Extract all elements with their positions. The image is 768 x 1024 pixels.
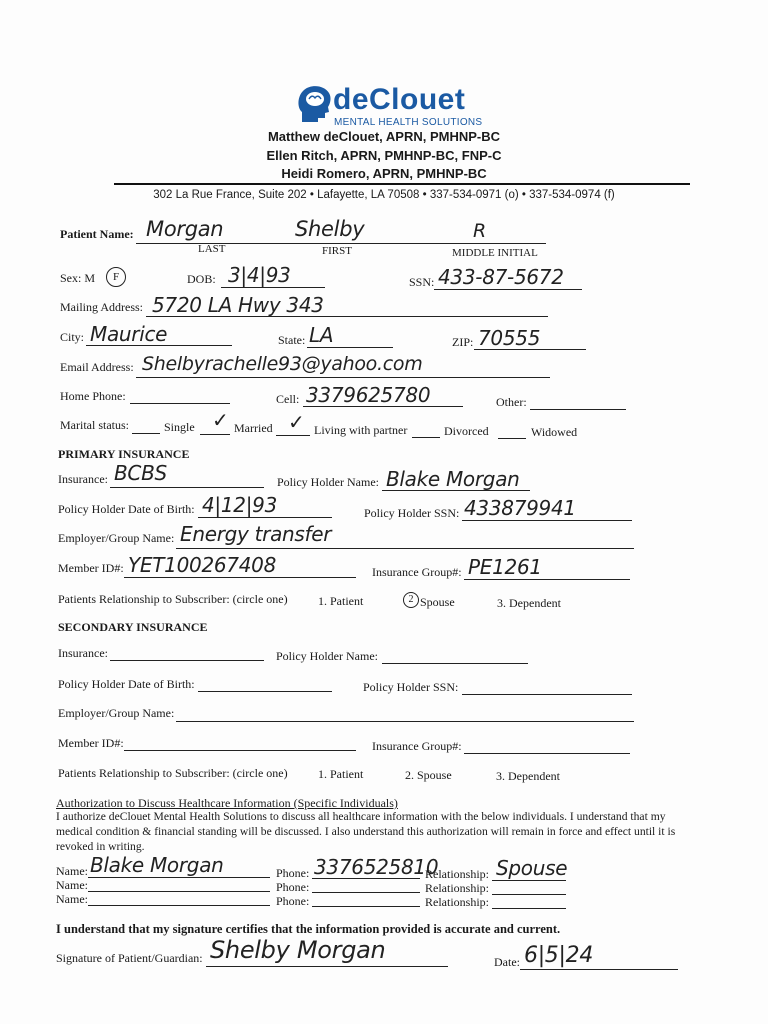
head-brain-icon [296, 84, 334, 124]
first-label: FIRST [322, 245, 352, 257]
logo-name: deClouet [333, 83, 466, 116]
contact-1-relationship[interactable]: Spouse [496, 856, 568, 880]
contact-1-name-label: Name: [56, 864, 88, 878]
contact-3-name-label: Name: [56, 892, 88, 906]
living-with-partner-label: Living with partner [314, 423, 408, 437]
primary-insurance-heading: PRIMARY INSURANCE [58, 447, 190, 461]
primary-group[interactable]: PE1261 [468, 555, 542, 579]
state-label: State: [278, 333, 306, 347]
married-check[interactable]: ✓ [212, 408, 229, 432]
practice-address: 302 La Rue France, Suite 202 • Lafayette, LA 70508 • 337-534-0971 (o) • 337-534-0974 (f) [153, 189, 615, 201]
secondary-rel-patient[interactable]: 1. Patient [318, 767, 364, 781]
contact-1-phone[interactable]: 3376525810 [314, 855, 439, 879]
header-divider [114, 183, 690, 185]
primary-rel-spouse[interactable]: Spouse [420, 595, 455, 609]
living-with-partner-check[interactable]: ✓ [288, 410, 305, 434]
contact-1-name[interactable]: Blake Morgan [90, 853, 224, 877]
contact-2-name-label: Name: [56, 878, 88, 892]
single-label: Single [164, 420, 195, 434]
primary-holder-ssn[interactable]: 433879941 [464, 496, 576, 520]
signature-date[interactable]: 6|5|24 [524, 943, 594, 968]
primary-rel-dependent[interactable]: 3. Dependent [497, 596, 561, 610]
primary-member-id[interactable]: YET100267408 [128, 553, 276, 577]
state[interactable]: LA [309, 323, 334, 347]
primary-holder-dob[interactable]: 4|12|93 [202, 493, 277, 517]
patient-signature[interactable]: Shelby Morgan [210, 936, 386, 964]
city-label: City: [60, 330, 85, 344]
contact-3-phone-label: Phone: [276, 894, 310, 908]
primary-holder-ssn-label: Policy Holder SSN: [364, 506, 460, 520]
secondary-relationship-label: Patients Relationship to Subscriber: (circle one) [58, 766, 288, 780]
logo-subtitle: MENTAL HEALTH SOLUTIONS [334, 117, 483, 128]
sex-label: Sex: M [60, 271, 96, 285]
patient-name-label: Patient Name: [60, 227, 134, 241]
provider-1: Matthew deClouet, APRN, PMHNP-BC [267, 129, 501, 144]
zip[interactable]: 70555 [478, 326, 541, 350]
cell-phone[interactable]: 3379625780 [306, 383, 431, 407]
secondary-insurance-heading: SECONDARY INSURANCE [58, 620, 208, 634]
primary-employer-label: Employer/Group Name: [58, 531, 175, 545]
marital-status-label: Marital status: [60, 418, 129, 432]
primary-rel-spouse-circled[interactable]: 2 [403, 592, 419, 608]
city[interactable]: Maurice [90, 322, 168, 346]
email-label: Email Address: [60, 360, 134, 374]
email-address[interactable]: Shelbyrachelle93@yahoo.com [142, 353, 423, 375]
secondary-holder-name-label: Policy Holder Name: [276, 649, 378, 663]
secondary-rel-spouse[interactable]: 2. Spouse [405, 768, 452, 782]
sex-female-circled[interactable]: F [106, 267, 126, 287]
primary-relationship-label: Patients Relationship to Subscriber: (circle one) [58, 592, 288, 606]
primary-holder-name[interactable]: Blake Morgan [386, 467, 520, 491]
secondary-employer-label: Employer/Group Name: [58, 706, 175, 720]
certify-statement: I understand that my signature certifies that the information provided is accurate and current. [56, 922, 561, 936]
authorization-line-2: medical condition & financial standing will be discussed. I also understand this authorization will remain in force and effect until it is [56, 825, 676, 838]
primary-holder-dob-label: Policy Holder Date of Birth: [58, 502, 195, 516]
authorization-line-1: I authorize deClouet Mental Health Solutions to discuss all healthcare information with the below individuals. I understand that my [56, 810, 666, 823]
secondary-insurance-label: Insurance: [58, 646, 108, 660]
authorization-line-3: revoked in writing. [56, 840, 145, 853]
cell-label: Cell: [276, 392, 300, 406]
primary-member-id-label: Member ID#: [58, 561, 124, 575]
zip-label: ZIP: [452, 335, 474, 349]
ssn-label: SSN: [409, 275, 435, 289]
widowed-label: Widowed [531, 425, 578, 439]
provider-3: Heidi Romero, APRN, PMHNP-BC [281, 166, 487, 181]
contact-1-phone-label: Phone: [276, 866, 310, 880]
middle-initial-label: MIDDLE INITIAL [452, 247, 538, 259]
secondary-group-label: Insurance Group#: [372, 739, 462, 753]
primary-insurance[interactable]: BCBS [114, 461, 167, 485]
home-phone-label: Home Phone: [60, 389, 126, 403]
primary-employer[interactable]: Energy transfer [180, 522, 332, 546]
divorced-label: Divorced [444, 424, 489, 438]
secondary-holder-ssn-label: Policy Holder SSN: [363, 680, 459, 694]
signature-label: Signature of Patient/Guardian: [56, 951, 203, 965]
mailing-address[interactable]: 5720 LA Hwy 343 [152, 293, 324, 317]
patient-middle-initial[interactable]: R [473, 220, 486, 242]
patient-last-name[interactable]: Morgan [146, 217, 224, 241]
secondary-holder-dob-label: Policy Holder Date of Birth: [58, 677, 195, 691]
married-label: Married [234, 421, 273, 435]
provider-2: Ellen Ritch, APRN, PMHNP-BC, FNP-C [266, 148, 502, 163]
patient-ssn[interactable]: 433-87-5672 [438, 265, 564, 289]
secondary-rel-dependent[interactable]: 3. Dependent [496, 769, 560, 783]
contact-3-relationship-label: Relationship: [425, 895, 489, 909]
other-phone-label: Other: [496, 395, 527, 409]
contact-2-phone-label: Phone: [276, 880, 310, 894]
patient-first-name[interactable]: Shelby [295, 217, 365, 241]
date-label: Date: [494, 955, 520, 969]
primary-holder-name-label: Policy Holder Name: [277, 475, 379, 489]
secondary-member-id-label: Member ID#: [58, 736, 124, 750]
mailing-address-label: Mailing Address: [60, 300, 143, 314]
contact-2-relationship-label: Relationship: [425, 881, 489, 895]
last-label: LAST [198, 243, 226, 255]
primary-insurance-label: Insurance: [58, 472, 108, 486]
contact-1-relationship-label: Relationship: [425, 867, 489, 881]
authorization-heading: Authorization to Discuss Healthcare Information (Specific Individuals) [56, 796, 398, 810]
dob-label: DOB: [187, 272, 216, 286]
patient-dob[interactable]: 3|4|93 [228, 263, 291, 287]
primary-group-label: Insurance Group#: [372, 565, 462, 579]
primary-rel-patient[interactable]: 1. Patient [318, 594, 364, 608]
